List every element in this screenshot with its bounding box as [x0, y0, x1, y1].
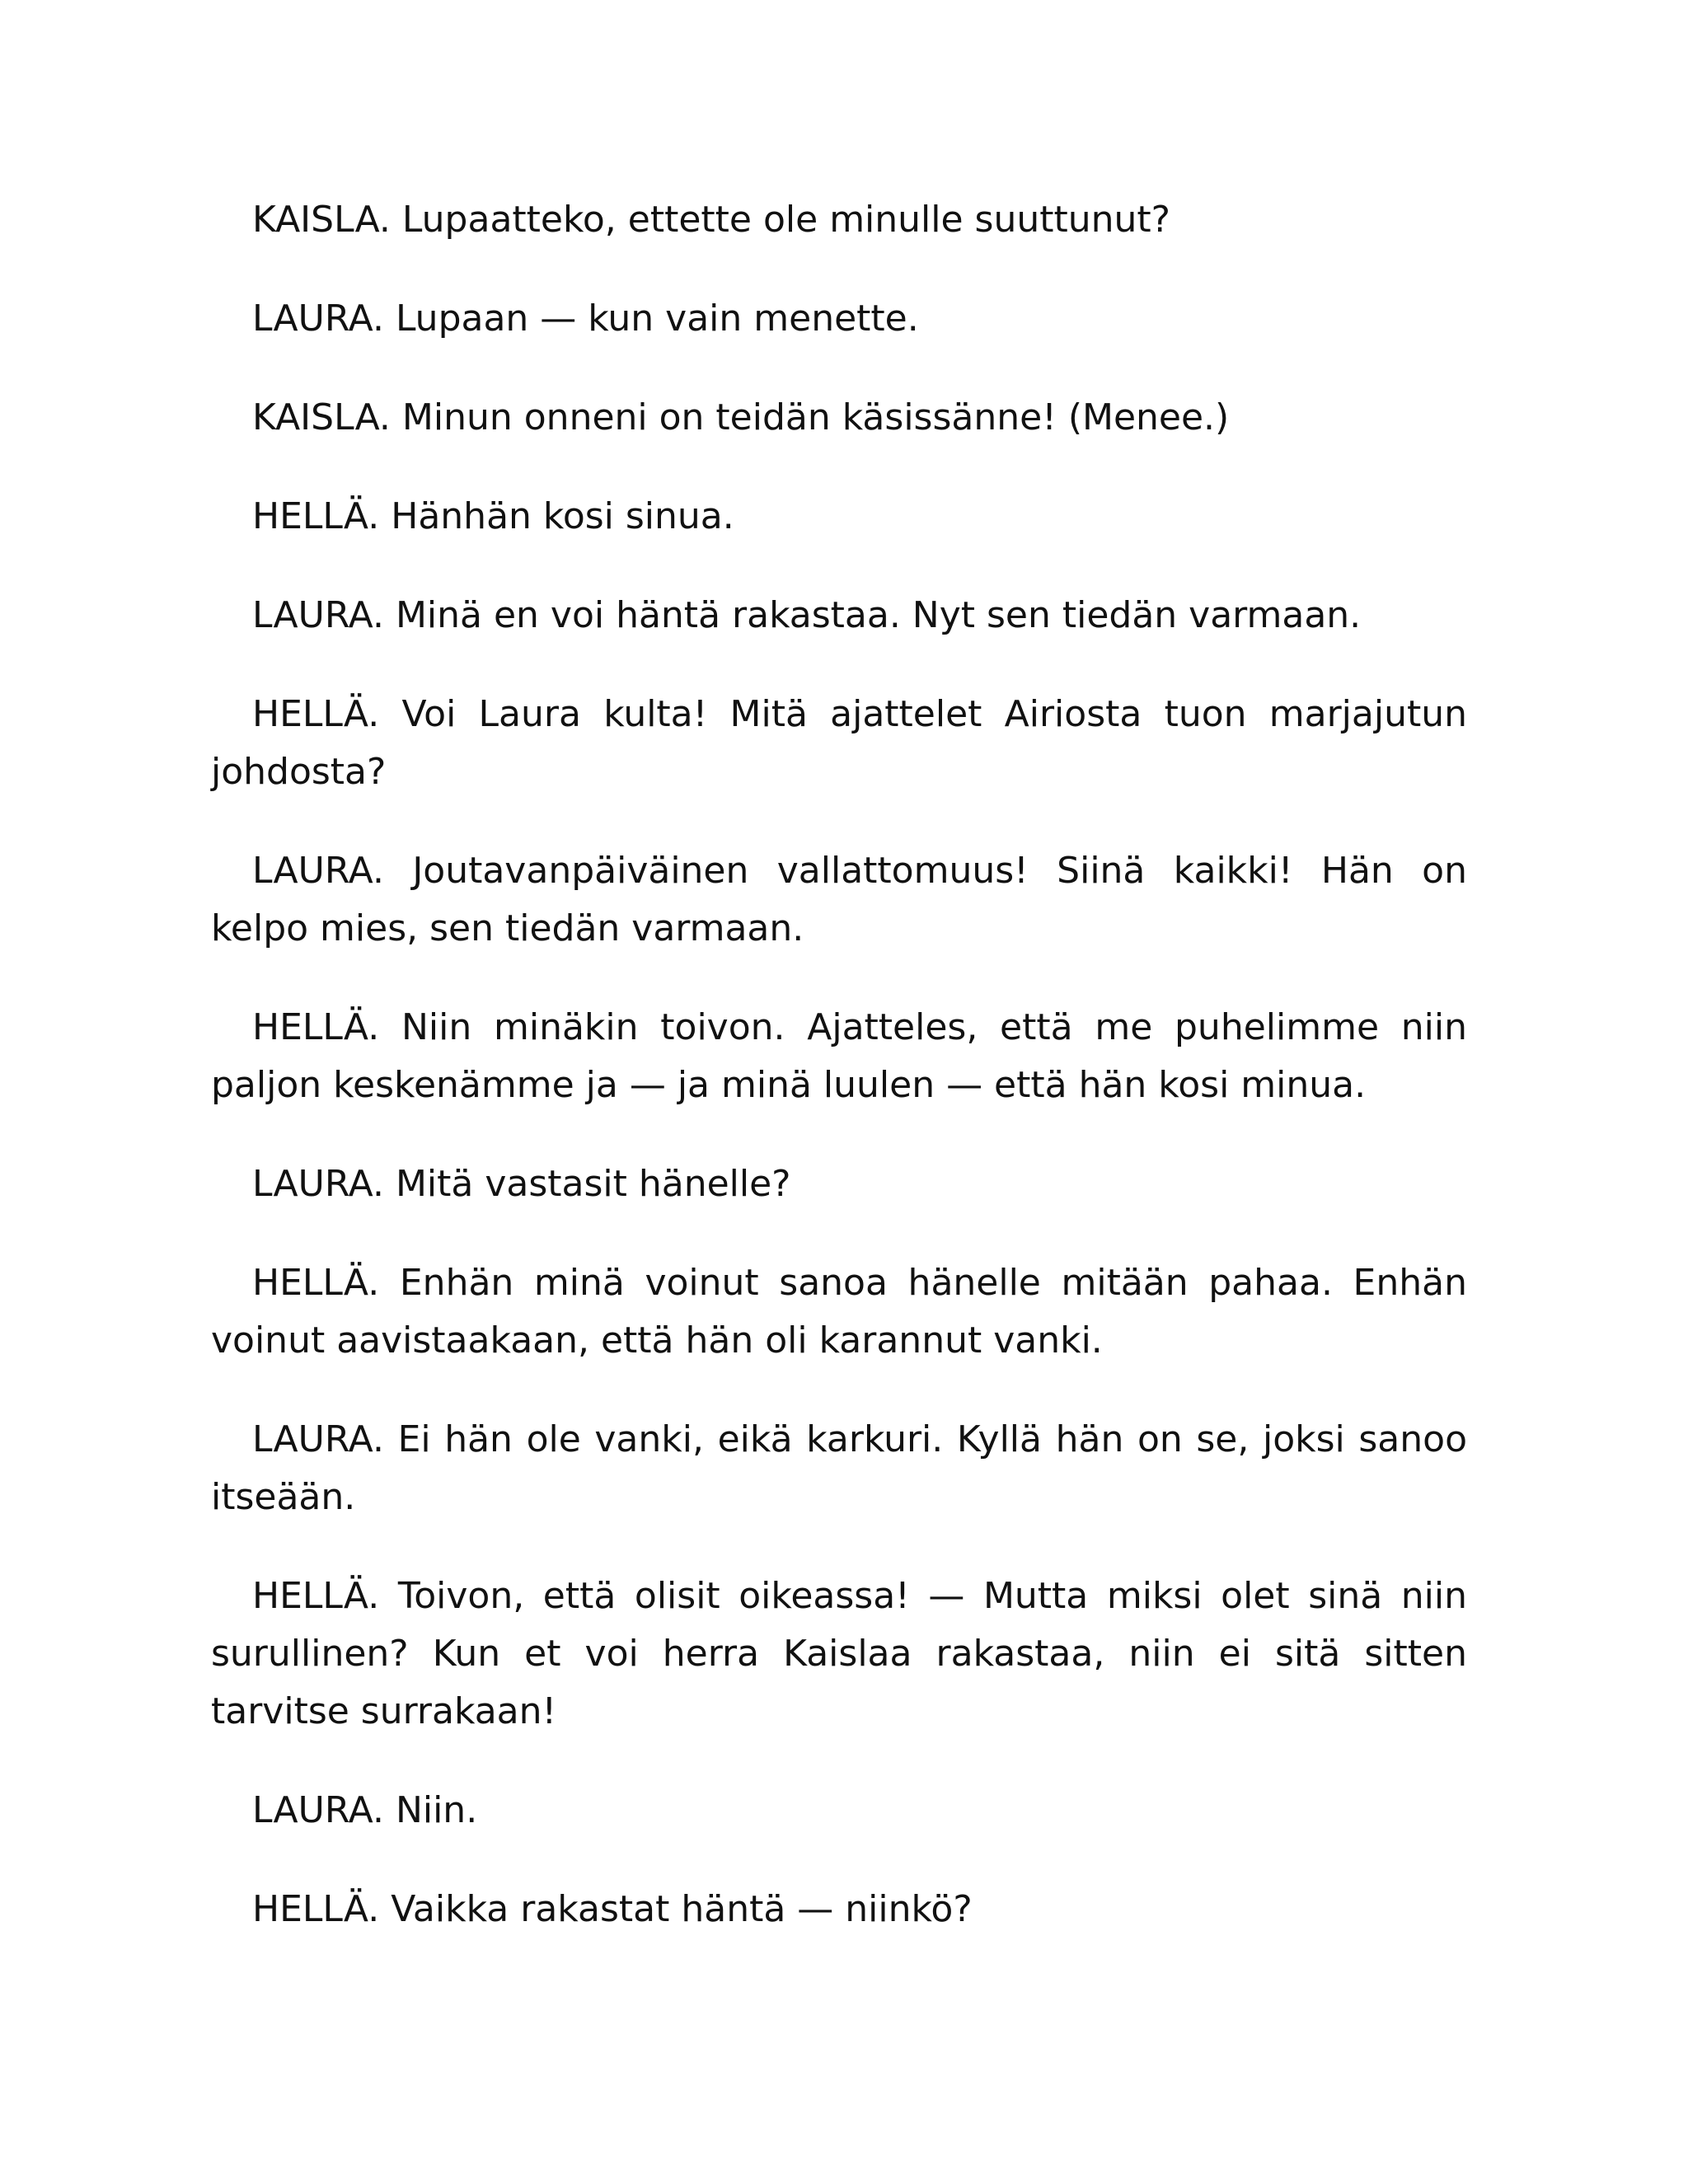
speaker-name: HELLÄ.	[252, 1262, 380, 1304]
speaker-name: HELLÄ.	[252, 1575, 380, 1617]
dialogue-text: Joutavanpäiväinen vallattomuus! Siinä kaikki! Hän on kelpo mies, sen tiedän varmaan.	[211, 850, 1467, 949]
speaker-name: HELLÄ.	[252, 1006, 380, 1048]
speaker-name: HELLÄ.	[252, 1888, 380, 1930]
dialogue-line	[211, 1411, 1467, 1526]
speaker-name: LAURA.	[252, 594, 384, 636]
dialogue-text: Minä en voi häntä rakastaa. Nyt sen tiedän varmaan.	[395, 594, 1362, 636]
dialogue-text: Minun onneni on teidän käsissänne! (Menee.)	[401, 396, 1230, 438]
dialogue-line	[211, 686, 1467, 801]
speaker-name: KAISLA.	[252, 199, 391, 241]
dialogue-line	[211, 999, 1467, 1114]
dialogue-text: Voi Laura kulta! Mitä ajattelet Airiosta tuon marjajutun johdosta?	[211, 693, 1467, 793]
dialogue-text: Lupaan — kun vain menette.	[395, 298, 919, 340]
speaker-name: LAURA.	[252, 1163, 384, 1205]
speaker-name: LAURA.	[252, 1789, 384, 1831]
speaker-name: HELLÄ.	[252, 693, 380, 735]
dialogue-line	[211, 191, 1467, 249]
dialogue-line	[211, 1254, 1467, 1370]
document-page	[211, 191, 1467, 1980]
dialogue-text: Ei hän ole vanki, eikä karkuri. Kyllä hän on se, joksi sanoo itseään.	[211, 1418, 1467, 1518]
dialogue-line	[211, 1881, 1467, 1938]
dialogue-text: Hänhän kosi sinua.	[391, 495, 734, 537]
dialogue-text: Niin minäkin toivon. Ajatteles, että me puhelimme niin paljon keskenämme ja — ja minä luulen — että hän kosi minua.	[211, 1006, 1467, 1106]
dialogue-line	[211, 1568, 1467, 1741]
speaker-name: LAURA.	[252, 850, 384, 892]
dialogue-line	[211, 290, 1467, 348]
dialogue-text: Enhän minä voinut sanoa hänelle mitään pahaa. Enhän voinut aavistaakaan, että hän oli karannut vanki.	[211, 1262, 1467, 1361]
speaker-name: KAISLA.	[252, 396, 391, 438]
dialogue-line	[211, 1782, 1467, 1840]
dialogue-line	[211, 488, 1467, 546]
dialogue-text: Mitä vastasit hänelle?	[395, 1163, 791, 1205]
dialogue-line	[211, 1155, 1467, 1213]
dialogue-text: Lupaatteko, ettette ole minulle suuttunut?	[401, 199, 1171, 241]
speaker-name: LAURA.	[252, 298, 384, 340]
dialogue-text: Toivon, että olisit oikeassa! — Mutta miksi olet sinä niin surullinen? Kun et voi herra Kaislaa rakastaa, niin ei sitä sitten tarvitse surrakaan!	[211, 1575, 1467, 1732]
speaker-name: HELLÄ.	[252, 495, 380, 537]
dialogue-line	[211, 587, 1467, 644]
dialogue-text: Niin.	[395, 1789, 478, 1831]
dialogue-text: Vaikka rakastat häntä — niinkö?	[391, 1888, 973, 1930]
dialogue-line	[211, 842, 1467, 958]
dialogue-line	[211, 389, 1467, 447]
speaker-name: LAURA.	[252, 1418, 384, 1460]
